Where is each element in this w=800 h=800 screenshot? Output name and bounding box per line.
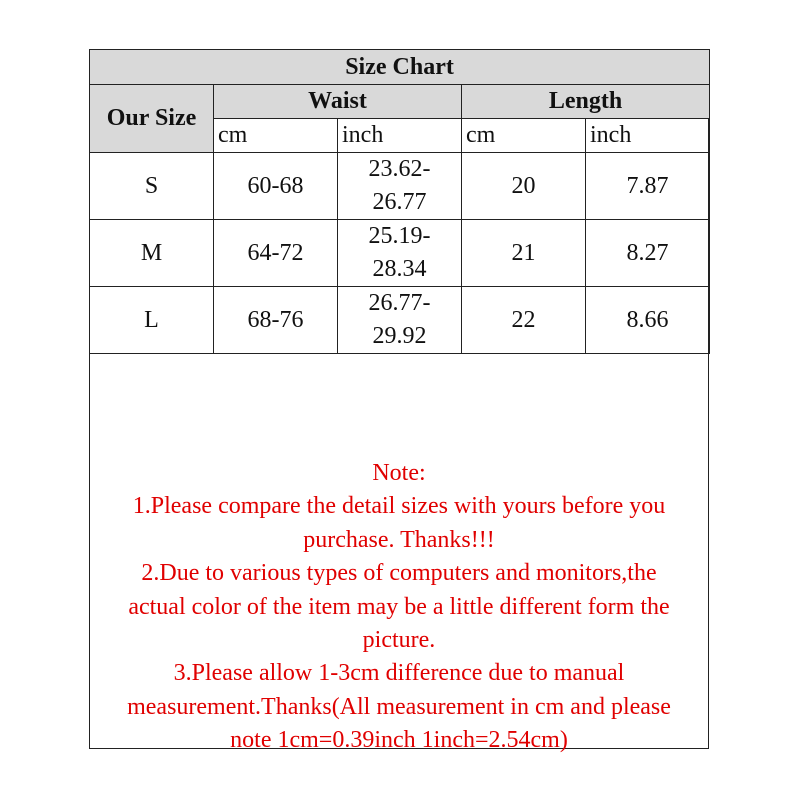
length-cm-cell: 22	[462, 287, 586, 354]
length-inch-cell: 7.87	[586, 153, 710, 220]
waist-inch-cell	[338, 220, 462, 287]
size-cell: S	[90, 153, 214, 220]
note-line: 1.Please compare the detail sizes with yours before you	[132, 493, 666, 520]
table-row-l	[90, 287, 710, 354]
note-line: measurement.Thanks(All measurement in cm and please	[127, 693, 671, 720]
note-line: purchase. Thanks!!!	[303, 526, 495, 553]
size-cell: L	[90, 287, 214, 354]
length-inch-cell: 8.27	[586, 220, 710, 287]
table-row-s	[90, 153, 710, 220]
waist-cm-cell: 64-72	[214, 220, 338, 287]
waist-cm-cell: 68-76	[214, 287, 338, 354]
length-inch-header: inch	[586, 119, 710, 153]
note-line: 2.Due to various types of computers and monitors,the	[141, 560, 657, 587]
note-line: note 1cm=0.39inch 1inch=2.54cm)	[230, 727, 568, 754]
waist-inch-header: inch	[338, 119, 462, 153]
length-cm-header: cm	[462, 119, 586, 153]
waist-cm-cell: 60-68	[214, 153, 338, 220]
waist-inch-to: 26.77	[372, 189, 427, 215]
table-row-m	[90, 220, 710, 287]
waist-inch-cell	[338, 153, 462, 220]
length-inch-cell: 8.66	[586, 287, 710, 354]
size-table	[89, 49, 710, 354]
note-line: 3.Please allow 1-3cm difference due to manual	[173, 660, 625, 687]
length-cm-cell: 20	[462, 153, 586, 220]
size-chart	[89, 49, 709, 754]
waist-inch-to: 29.92	[372, 323, 427, 349]
waist-inch-from: 26.77-	[368, 290, 431, 316]
waist-inch-from: 25.19-	[368, 223, 431, 249]
length-header: Length	[462, 85, 710, 119]
our-size-header: Our Size	[90, 85, 214, 153]
waist-inch-from: 23.62-	[368, 156, 431, 182]
waist-inch-to: 28.34	[372, 256, 427, 282]
length-cm-cell: 21	[462, 220, 586, 287]
note-line: picture.	[362, 627, 436, 654]
waist-header: Waist	[214, 85, 462, 119]
size-cell: M	[90, 220, 214, 287]
chart-title: Size Chart	[90, 50, 710, 85]
note-line: actual color of the item may be a little different form the	[128, 593, 670, 620]
note-section	[90, 405, 708, 754]
waist-inch-cell	[338, 287, 462, 354]
note-heading: Note:	[372, 460, 426, 486]
waist-cm-header: cm	[214, 119, 338, 153]
